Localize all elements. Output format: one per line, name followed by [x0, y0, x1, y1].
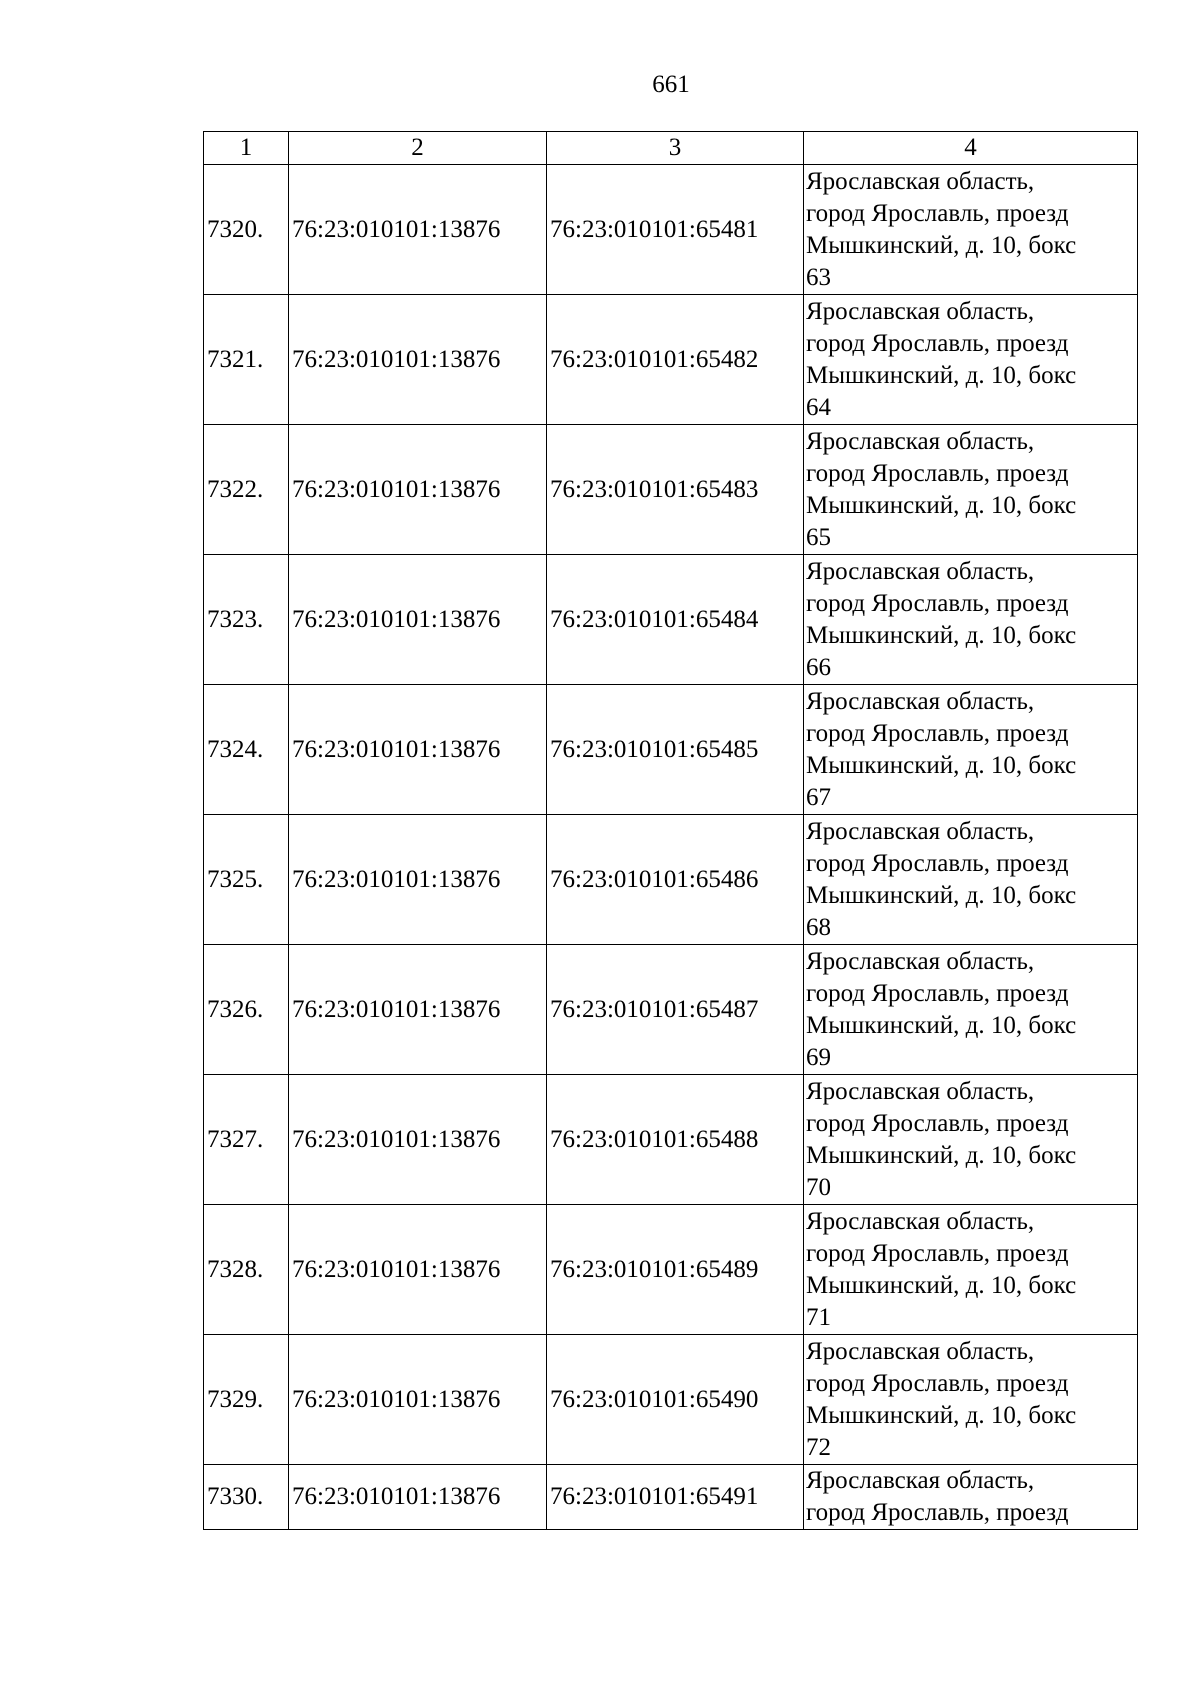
table-row: [204, 1075, 1138, 1205]
row-number-cell: 7328.: [204, 1205, 289, 1335]
cadastral-number-cell: 76:23:010101:65491: [547, 1465, 804, 1530]
address-line: город Ярославль, проезд: [806, 199, 1069, 227]
address-line: 67: [806, 783, 831, 811]
address-line: город Ярославль, проезд: [806, 1369, 1069, 1397]
cadastral-number-cell: 76:23:010101:65481: [547, 165, 804, 295]
parent-cadastral-cell: 76:23:010101:13876: [289, 295, 547, 425]
page-number: 661: [652, 71, 690, 98]
cadastral-number-cell: 76:23:010101:65488: [547, 1075, 804, 1205]
row-number-cell: 7323.: [204, 555, 289, 685]
parent-cadastral-cell: 76:23:010101:13876: [289, 1075, 547, 1205]
parent-cadastral-cell: 76:23:010101:13876: [289, 555, 547, 685]
header-cell-2: 2: [289, 132, 547, 165]
address-line: 72: [806, 1433, 831, 1461]
address-line: город Ярославль, проезд: [806, 1109, 1069, 1137]
address-cell: [804, 1335, 1138, 1465]
table-row: [204, 815, 1138, 945]
address-line: город Ярославль, проезд: [806, 329, 1069, 357]
address-cell: [804, 1205, 1138, 1335]
address-line: Ярославская область,: [806, 687, 1035, 715]
address-line: 64: [806, 393, 831, 421]
table-row: [204, 295, 1138, 425]
cadastral-number-cell: 76:23:010101:65482: [547, 295, 804, 425]
table-row: [204, 425, 1138, 555]
cadastral-number-cell: 76:23:010101:65489: [547, 1205, 804, 1335]
address-line: Мышкинский, д. 10, бокс: [806, 1271, 1077, 1299]
address-line: Мышкинский, д. 10, бокс: [806, 231, 1077, 259]
address-cell: [804, 555, 1138, 685]
table-row: [204, 1465, 1138, 1530]
table-row: [204, 945, 1138, 1075]
address-line: 71: [806, 1303, 831, 1331]
row-number-cell: 7320.: [204, 165, 289, 295]
address-line: город Ярославль, проезд: [806, 1239, 1069, 1267]
cadastral-number-cell: 76:23:010101:65490: [547, 1335, 804, 1465]
address-line: Ярославская область,: [806, 167, 1035, 195]
address-cell: [804, 685, 1138, 815]
table-row: [204, 165, 1138, 295]
cadastral-number-cell: 76:23:010101:65483: [547, 425, 804, 555]
address-line: Мышкинский, д. 10, бокс: [806, 621, 1077, 649]
address-cell: [804, 1075, 1138, 1205]
row-number-cell: 7324.: [204, 685, 289, 815]
address-line: Ярославская область,: [806, 297, 1035, 325]
address-line: город Ярославль, проезд: [806, 849, 1069, 877]
address-cell: [804, 945, 1138, 1075]
address-line: 65: [806, 523, 831, 551]
address-line: Мышкинский, д. 10, бокс: [806, 1011, 1077, 1039]
address-line: город Ярославль, проезд: [806, 979, 1069, 1007]
address-line: 70: [806, 1173, 831, 1201]
address-line: 68: [806, 913, 831, 941]
address-cell: [804, 815, 1138, 945]
parent-cadastral-cell: 76:23:010101:13876: [289, 685, 547, 815]
parent-cadastral-cell: 76:23:010101:13876: [289, 1465, 547, 1530]
address-cell: [804, 425, 1138, 555]
address-line: 66: [806, 653, 831, 681]
address-line: Ярославская область,: [806, 557, 1035, 585]
cadastral-table: [203, 131, 1138, 1530]
address-line: Ярославская область,: [806, 947, 1035, 975]
address-line: 69: [806, 1043, 831, 1071]
row-number-cell: 7322.: [204, 425, 289, 555]
table-header-row: [204, 132, 1138, 165]
parent-cadastral-cell: 76:23:010101:13876: [289, 425, 547, 555]
address-line: город Ярославль, проезд: [806, 459, 1069, 487]
parent-cadastral-cell: 76:23:010101:13876: [289, 165, 547, 295]
address-line: город Ярославль, проезд: [806, 719, 1069, 747]
address-line: город Ярославль, проезд: [806, 589, 1069, 617]
cadastral-number-cell: 76:23:010101:65485: [547, 685, 804, 815]
address-line: Мышкинский, д. 10, бокс: [806, 1401, 1077, 1429]
table-row: [204, 685, 1138, 815]
address-line: Мышкинский, д. 10, бокс: [806, 491, 1077, 519]
address-line: Ярославская область,: [806, 817, 1035, 845]
header-cell-1: 1: [204, 132, 289, 165]
address-line: город Ярославль, проезд: [806, 1499, 1069, 1526]
address-line: 63: [806, 263, 831, 291]
header-cell-4: 4: [804, 132, 1138, 165]
table-row: [204, 555, 1138, 685]
row-number-cell: 7330.: [204, 1465, 289, 1530]
parent-cadastral-cell: 76:23:010101:13876: [289, 1335, 547, 1465]
address-cell: [804, 295, 1138, 425]
address-line: Ярославская область,: [806, 1207, 1035, 1235]
table-row: [204, 1205, 1138, 1335]
header-cell-3: 3: [547, 132, 804, 165]
address-line: Ярославская область,: [806, 1337, 1035, 1365]
row-number-cell: 7325.: [204, 815, 289, 945]
address-line: Ярославская область,: [806, 1077, 1035, 1105]
row-number-cell: 7327.: [204, 1075, 289, 1205]
table-row: [204, 1335, 1138, 1465]
cadastral-number-cell: 76:23:010101:65484: [547, 555, 804, 685]
row-number-cell: 7326.: [204, 945, 289, 1075]
cadastral-number-cell: 76:23:010101:65487: [547, 945, 804, 1075]
address-cell: [804, 165, 1138, 295]
parent-cadastral-cell: 76:23:010101:13876: [289, 945, 547, 1075]
address-line: Мышкинский, д. 10, бокс: [806, 1141, 1077, 1169]
cadastral-number-cell: 76:23:010101:65486: [547, 815, 804, 945]
address-cell: [804, 1465, 1138, 1530]
address-line: Ярославская область,: [806, 427, 1035, 455]
parent-cadastral-cell: 76:23:010101:13876: [289, 815, 547, 945]
address-line: Мышкинский, д. 10, бокс: [806, 881, 1077, 909]
parent-cadastral-cell: 76:23:010101:13876: [289, 1205, 547, 1335]
address-line: Мышкинский, д. 10, бокс: [806, 751, 1077, 779]
row-number-cell: 7329.: [204, 1335, 289, 1465]
address-line: Ярославская область,: [806, 1467, 1035, 1494]
row-number-cell: 7321.: [204, 295, 289, 425]
address-line: Мышкинский, д. 10, бокс: [806, 361, 1077, 389]
